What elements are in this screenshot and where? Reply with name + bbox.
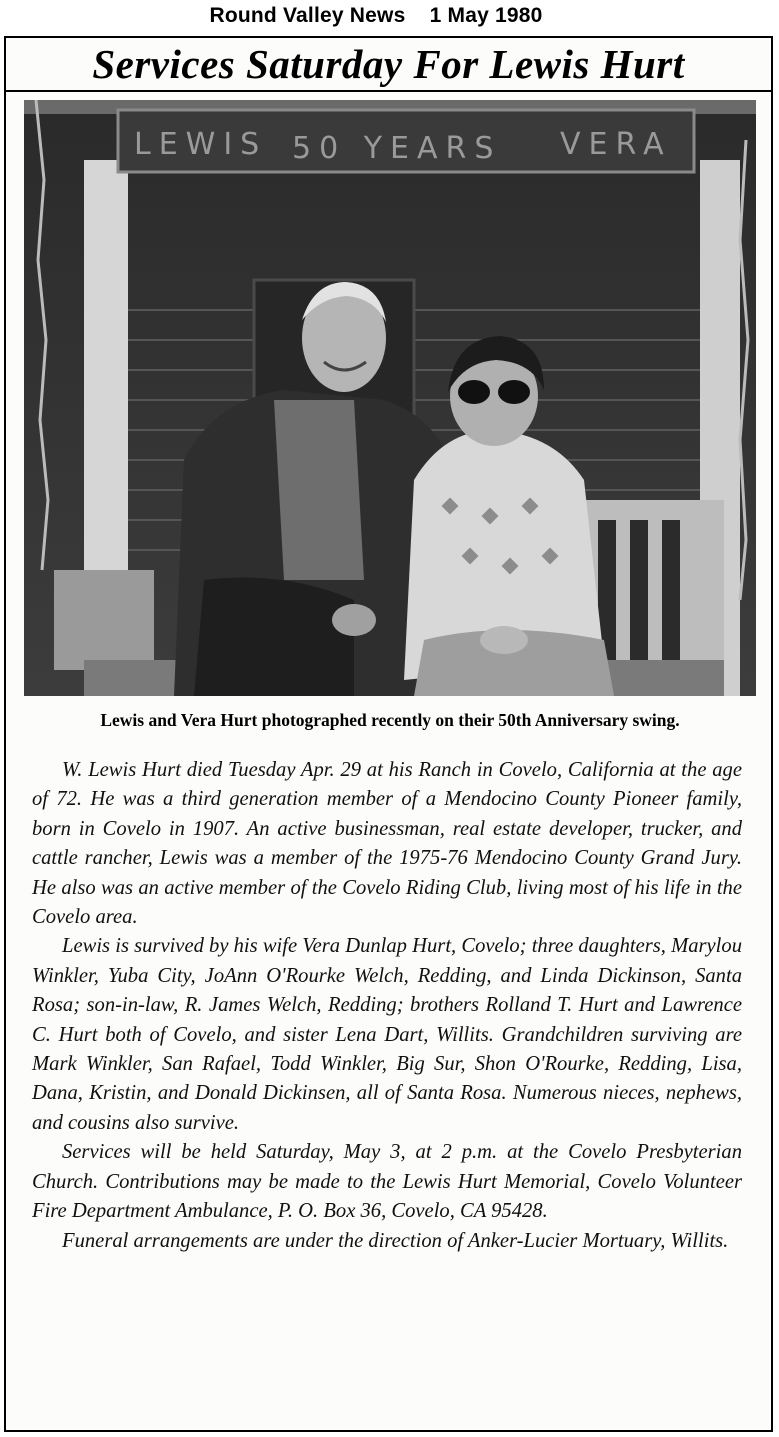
sign-left-name: LEWIS — [134, 127, 268, 162]
obituary-article — [32, 756, 742, 1256]
article-paragraph: W. Lewis Hurt died Tuesday Apr. 29 at his Ranch in Covelo, California at the age of 72. He was a third generation member of a Mendocino County Pioneer family, born in Covelo in 1907. An active businessman, real estate developer, trucker, and cattle rancher, Lewis was a member of the 1975-76 Mendocino County Grand Jury. He also was an active member of the Covelo Riding Club, living most of his life in the Covelo area. — [32, 759, 742, 929]
article-paragraph: Services will be held Saturday, May 3, at 2 p.m. at the Covelo Presbyterian Church. Contributions may be made to the Lewis Hurt Memorial, Covelo Volunteer Fire Department Ambulance, P. O. Box 36, Covelo, CA 95428. — [32, 1141, 742, 1223]
headline: Services Saturday For Lewis Hurt — [92, 41, 685, 87]
sign-years: 50 YEARS — [292, 131, 502, 166]
source-line — [0, 4, 752, 28]
article-paragraph: Funeral arrangements are under the direction of Anker-Lucier Mortuary, Willits. — [62, 1229, 729, 1252]
sign-right-name: VERA — [560, 127, 672, 162]
photo-caption: Lewis and Vera Hurt photographed recently on their 50th Anniversary swing. — [100, 710, 680, 730]
newspaper-clipping — [4, 36, 773, 1432]
article-paragraph: Lewis is survived by his wife Vera Dunlap Hurt, Covelo; three daughters, Marylou Winkler, Yuba City, JoAnn O'Rourke Welch, Redding, and Linda Dickinson, Santa Rosa; son-in-law, R. James Welch, Redding; brothers Rolland T. Hurt and Lawrence C. Hurt both of Covelo, and sister Lena Dart, Willits. Grandchildren surviving are Mark Winkler, San Rafael, Todd Winkler, Big Sur, Shon O'Rourke, Redding, Lisa, Dana, Kristin, and Donald Dickinsen, all of Santa Rosa. Numerous nieces, nephews, and cousins also survive. — [32, 935, 742, 1134]
anniversary-photo — [24, 100, 756, 696]
publication-date: 1 May 1980 — [429, 4, 543, 27]
publication-name: Round Valley News — [209, 4, 406, 27]
headline-rule — [6, 90, 771, 92]
